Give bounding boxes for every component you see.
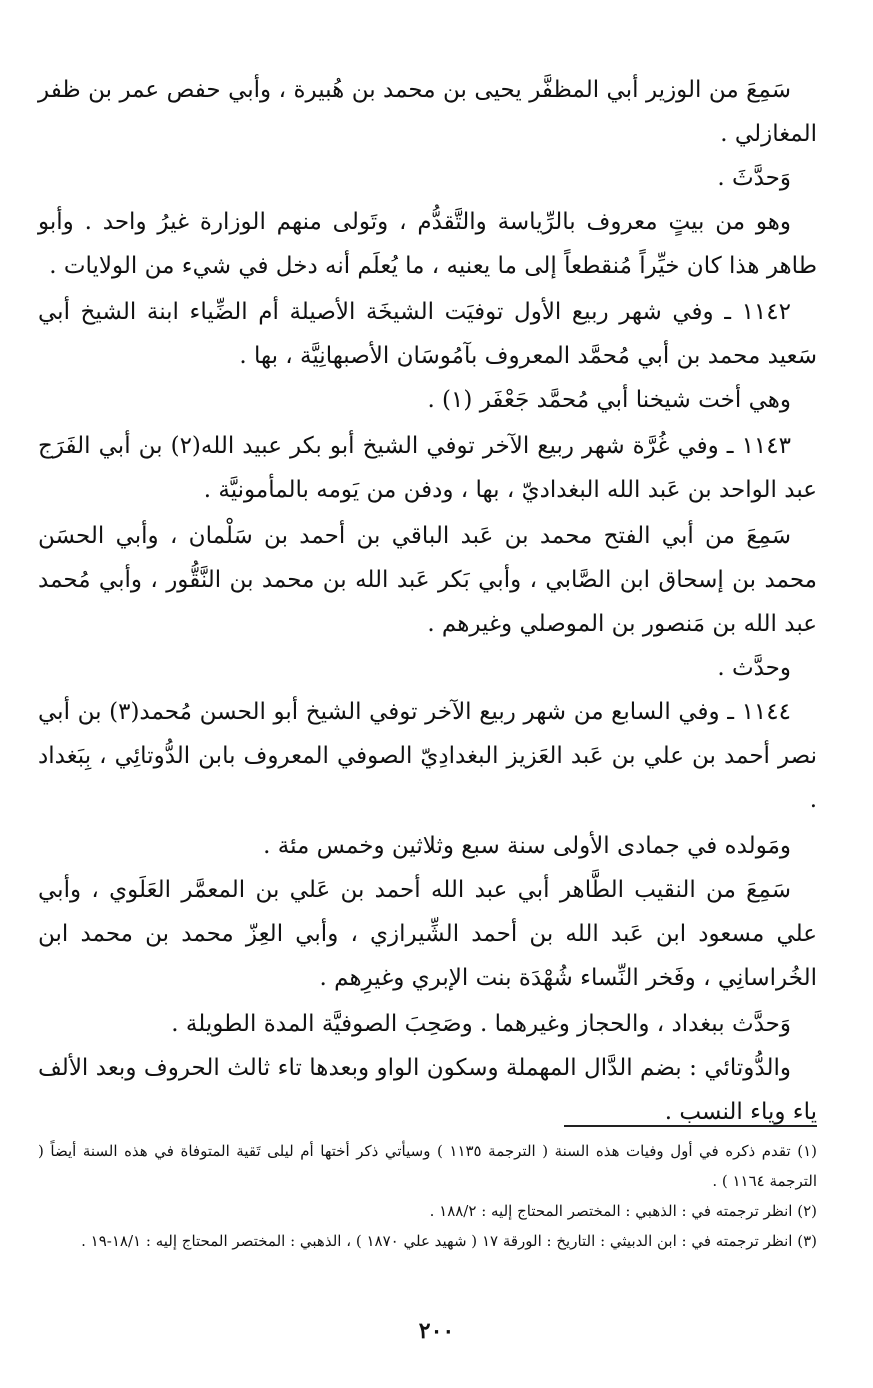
paragraph-haddath-baghdad: وَحدَّث ببغداد ، والحجاز وغيرهما . وصَحِبَ الصوفيَّة المدة الطويلة . [171, 1011, 791, 1037]
entry-1144: ١١٤٤ ـ وفي السابع من شهر ربيع الآخر توفي الشيخ أبو الحسن مُحمد(٣) بن أبي نصر أحمد بن علي بن عَبد العَزيز البغدادِيّ الصوفي المعروف بابن الدُّوتائِي ، بِبَغداد . [38, 699, 817, 813]
entry-1143: ١١٤٣ ـ وفي غُرَّة شهر ربيع الآخر توفي الشيخ أبو بكر عبيد الله(٢) بن أبي الفَرَج عبد الواحد بن عَبد الله البغداديّ ، بها ، ودفن من يَومه بالمأمونيَّة . [38, 433, 817, 503]
paragraph-haddath-2: وحدَّث . [717, 655, 791, 681]
footnote-2: (٢) انظر ترجمته في : الذهبي : المختصر المحتاج إليه : ١٨٨/٢ . [429, 1202, 817, 1220]
body-text [38, 68, 817, 1134]
paragraph-dutai-definition: والدُّوتائي : بضم الدَّال المهملة وسكون الواو وبعدها تاء ثالث الحروف وبعد الألف ياء وياء النسب . [38, 1055, 817, 1125]
footnote-1: (١) تقدم ذكره في أول وفيات هذه السنة ( الترجمة ١١٣٥ ) وسيأتي ذكر أختها أم ليلى تَقية المتوفاة في هذه السنة أيضاً ( الترجمة ١١٦٤ ) . [38, 1142, 817, 1190]
paragraph-haddath-1: وَحدَّثَ . [717, 165, 791, 191]
paragraph-bayt-maruf: وهو من بيتٍ معروف بالرِّياسة والتَّقدُّم ، وتَولى منهم الوزارة غيرُ واحد . وأبو طاهر هذا كان خيِّراً مُنقطعاً إلى ما يعنيه ، ما يُعلَم أنه دخل في شيء من الولايات . [38, 209, 817, 279]
footnote-3: (٣) انظر ترجمته في : ابن الدبيثي : التاريخ : الورقة ١٧ ( شهيد علي ١٨٧٠ ) ، الذهبي : المختصر المحتاج إليه : ١٨/١-١٩ . [81, 1232, 817, 1250]
paragraph-sami-wazir: سَمِعَ من الوزير أبي المظفَّر يحيى بن محمد بن هُبيرة ، وأبي حفص عمر بن ظفر المغازلي . [38, 77, 817, 147]
page-number: ٢٠٠ [418, 1318, 455, 1344]
footnote-divider [564, 1125, 817, 1127]
paragraph-sami-naqib: سَمِعَ من النقيب الطَّاهر أبي عبد الله أحمد بن عَلي بن المعمَّر العَلَوي ، وأبي علي مسعود ابن عَبد الله بن أحمد الشِّيرازي ، وأبي العِزّ محمد بن محمد ابن الخُراسانِي ، وفَخر النِّساء شُهْدَة بنت الإبري وغيرِهم . [38, 877, 817, 991]
entry-1142: ١١٤٢ ـ وفي شهر ربيع الأول توفيَت الشيخَة الأصيلة أم الضِّياء ابنة الشيخ أبي سَعيد محمد بن أبي مُحمَّد المعروف بآمُوسَان الأصبهانِيَّة ، بها . [38, 299, 817, 369]
paragraph-sami-abi-alfath: سَمِعَ من أبي الفتح محمد بن عَبد الباقي بن أحمد بن سَلْمان ، وأبي الحسَن محمد بن إسحاق ابن الصَّابي ، وأبي بَكر عَبد الله بن محمد بن النَّقُّور ، وأبي مُحمد عبد الله بن مَنصور بن الموصلي وغيرهم . [38, 523, 817, 637]
paragraph-ukht-shaykhina: وهي أخت شيخنا أبي مُحمَّد جَعْفَر (١) . [427, 387, 791, 413]
paragraph-mawlid: ومَولده في جمادى الأولى سنة سبع وثلاثين وخمس مئة . [263, 833, 791, 859]
footnotes [38, 1136, 817, 1256]
